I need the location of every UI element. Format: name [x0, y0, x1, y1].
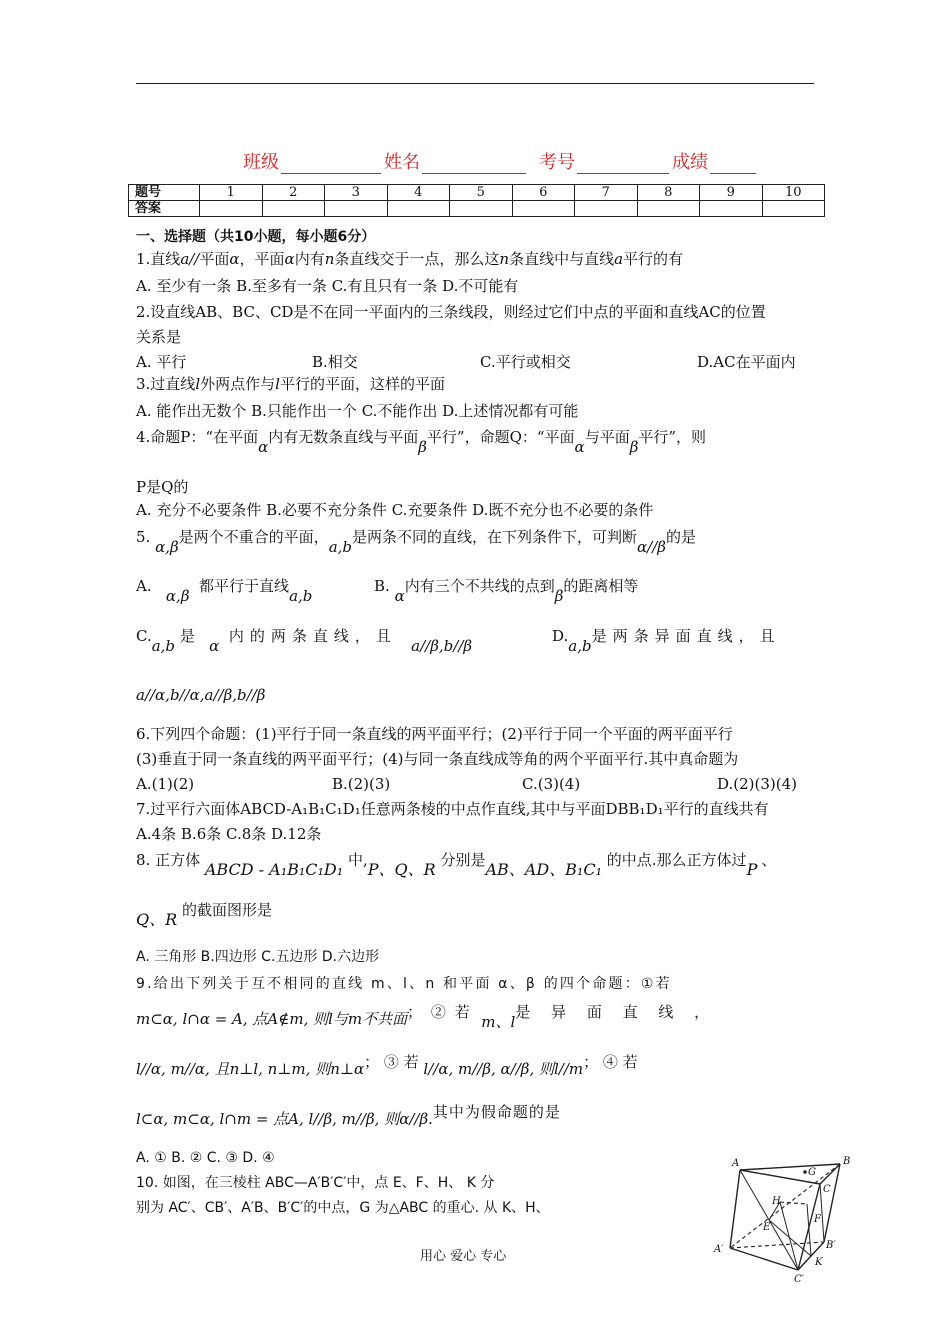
q9-stem-line2: m⊂α, l∩α = A, 点A∉m, 则l与m不共面； ② 若 m、l是 异 面 直 线 ， [136, 1003, 718, 1031]
q5-stem: 5. α,β是两个不重合的平面，a,b是两条不同的直线，在下列条件下，可判断α//β的是 [136, 528, 696, 556]
label-F: F [814, 1214, 821, 1225]
q10-stem-line2: 别为 AC′、CB′、A′B、B′C′的中点，G 为△ABC 的重心. 从 K、H、 [136, 1200, 550, 1216]
answer-cell[interactable] [325, 201, 388, 217]
exam-no-blank[interactable] [577, 173, 669, 174]
answer-cell[interactable] [762, 201, 825, 217]
answer-row [129, 201, 825, 217]
class-blank[interactable] [281, 173, 381, 174]
q8-stem-line2: Q、R 的截面图形是 [136, 901, 272, 929]
q9-stem-line1: 9.给出下列关于互不相同的直线 m、l、n 和平面 α、β 的四个命题：①若 [136, 976, 672, 992]
label-H: H [772, 1196, 781, 1207]
q3-options: A. 能作出无数个 B.只能作出一个 C.不能作出 D.上述情况都有可能 [136, 402, 579, 420]
q9-options: A. ① B. ② C. ③ D. ④ [136, 1150, 275, 1166]
q6-stem-line1: 6.下列四个命题：(1)平行于同一条直线的两平面平行；(2)平行于同一个平面的两平面平行 [136, 725, 733, 743]
qnum-cell: 3 [325, 185, 388, 201]
q7-stem: 7.过平行六面体ABCD-A₁B₁C₁D₁任意两条棱的中点作直线,其中与平面DBB₁D₁平行的直线共有 [136, 800, 769, 818]
answer-table [128, 184, 825, 217]
q5-option-d-condition: a//α,b//α,a//β,b//β [136, 686, 266, 704]
q6-option-b: B.(2)(3) [332, 775, 391, 793]
q9-stem-line3: l//α, m//α, 且n⊥l, n⊥m, 则n⊥α； ③ 若 l//α, m//β, α//β, 则l//m； ④ 若 [136, 1053, 638, 1078]
q1-options: A. 至少有一条 B.至多有一条 C.有且只有一条 D.不可能有 [136, 277, 519, 295]
q5-option-b: B. α内有三个不共线的点到β的距离相等 [374, 577, 639, 605]
answer-cell[interactable] [450, 201, 513, 217]
answer-cell[interactable] [700, 201, 763, 217]
score-blank[interactable] [710, 173, 756, 174]
answer-cell[interactable] [637, 201, 700, 217]
edge-AA1 [730, 1170, 740, 1248]
q2-stem-line2: 关系是 [136, 328, 182, 346]
edge-A1C1 [730, 1248, 798, 1270]
hidden-segment-HF [780, 1202, 807, 1204]
answer-cell[interactable] [512, 201, 575, 217]
answer-cell[interactable] [262, 201, 325, 217]
exam-no-label: 考号 [539, 152, 575, 173]
q10-stem-line1: 10. 如图，在三棱柱 ABC—A′B′C′中，点 E、F、H、 K 分 [136, 1175, 495, 1191]
q2-stem-line1: 2.设直线AB、BC、CD是不在同一平面内的三条线段，则经过它们中点的平面和直线AC的位置 [136, 303, 766, 321]
page-footer: 用心 爱心 专心 [420, 1249, 507, 1264]
qnum-cell: 10 [762, 185, 825, 201]
q9-stem-line4: l⊂α, m⊂α, l∩m = 点A, l//β, m//β, 则α//β.其中为假命题的是 [136, 1103, 561, 1128]
q5-option-c: C.a,b 是 α 内的两条直线，且 a//β,b//β [136, 627, 473, 655]
q3-stem: 3.过直线l外两点作与l平行的平面，这样的平面 [136, 375, 445, 393]
top-rule [136, 83, 814, 84]
q2-option-b: B.相交 [312, 353, 358, 371]
q7-options: A.4条 B.6条 C.8条 D.12条 [136, 825, 322, 843]
student-info-header [0, 148, 950, 178]
q2-option-a: A. 平行 [136, 353, 187, 371]
name-blank[interactable] [422, 173, 526, 174]
q5-option-a: A. α,β 都平行于直线a,b [136, 577, 313, 605]
q2-option-d: D.AC在平面内 [697, 353, 796, 371]
answer-cell[interactable] [387, 201, 450, 217]
q8-options: A. 三角形 B.四边形 C.五边形 D.六边形 [136, 949, 380, 965]
qnum-cell: 4 [387, 185, 450, 201]
class-label: 班级 [243, 152, 279, 173]
label-B: B [843, 1156, 851, 1167]
q4-stem: 4.命题P：“在平面α内有无数条直线与平面β平行”，命题Q：“平面α与平面β平行”，则 [136, 428, 707, 456]
label-A-prime: A′ [714, 1244, 724, 1255]
qnum-cell: 5 [450, 185, 513, 201]
row-label-number: 题号 [129, 185, 200, 201]
centroid-G [803, 1170, 807, 1174]
row-label-answer: 答案 [129, 201, 200, 217]
q6-option-d: D.(2)(3)(4) [717, 775, 798, 793]
q6-stem-line2: (3)垂直于同一条直线的两平面平行；(4)与同一条直线成等角的两个平面平行.其中真命题为 [136, 750, 739, 768]
label-A: A [732, 1158, 740, 1169]
segment-HC1 [780, 1202, 798, 1270]
qnum-cell: 8 [637, 185, 700, 201]
label-G: G [808, 1167, 816, 1178]
question-number-row [129, 185, 825, 201]
name-label: 姓名 [384, 152, 420, 173]
score-label: 成绩 [672, 152, 708, 173]
q4-options: A. 充分不必要条件 B.必要不充分条件 C.充要条件 D.既不充分也不必要的条件 [136, 501, 654, 519]
qnum-cell: 6 [512, 185, 575, 201]
q2-option-c: C.平行或相交 [480, 353, 571, 371]
prism-figure [712, 1148, 862, 1286]
label-E: E [763, 1222, 771, 1233]
q1-stem: 1.直线a//平面α，平面α内有n条直线交于一点，那么这n条直线中与直线a平行的有 [136, 250, 684, 268]
edge-AB [740, 1164, 840, 1170]
label-K: K [815, 1257, 823, 1268]
qnum-cell: 2 [262, 185, 325, 201]
label-B-prime: B′ [826, 1240, 836, 1251]
answer-cell[interactable] [200, 201, 263, 217]
q8-stem: 8. 正方体 ABCD - A₁B₁C₁D₁ 中,P、Q、R 分别是AB、AD、B₁C₁ 的中点.那么正方体过P 、 [136, 851, 777, 879]
answer-cell[interactable] [575, 201, 638, 217]
label-C-prime: C′ [794, 1274, 804, 1285]
q4-stem-line2: P是Q的 [136, 478, 189, 496]
qnum-cell: 7 [575, 185, 638, 201]
q6-option-c: C.(3)(4) [522, 775, 581, 793]
qnum-cell: 9 [700, 185, 763, 201]
section-title: 一、选择题（共10小题，每小题6分） [136, 229, 376, 245]
q5-option-d: D.a,b是两条异面直线，且 [552, 627, 781, 655]
q6-option-a: A.(1)(2) [136, 775, 195, 793]
label-C: C [823, 1184, 831, 1195]
qnum-cell: 1 [200, 185, 263, 201]
edge-BB1 [824, 1164, 840, 1242]
